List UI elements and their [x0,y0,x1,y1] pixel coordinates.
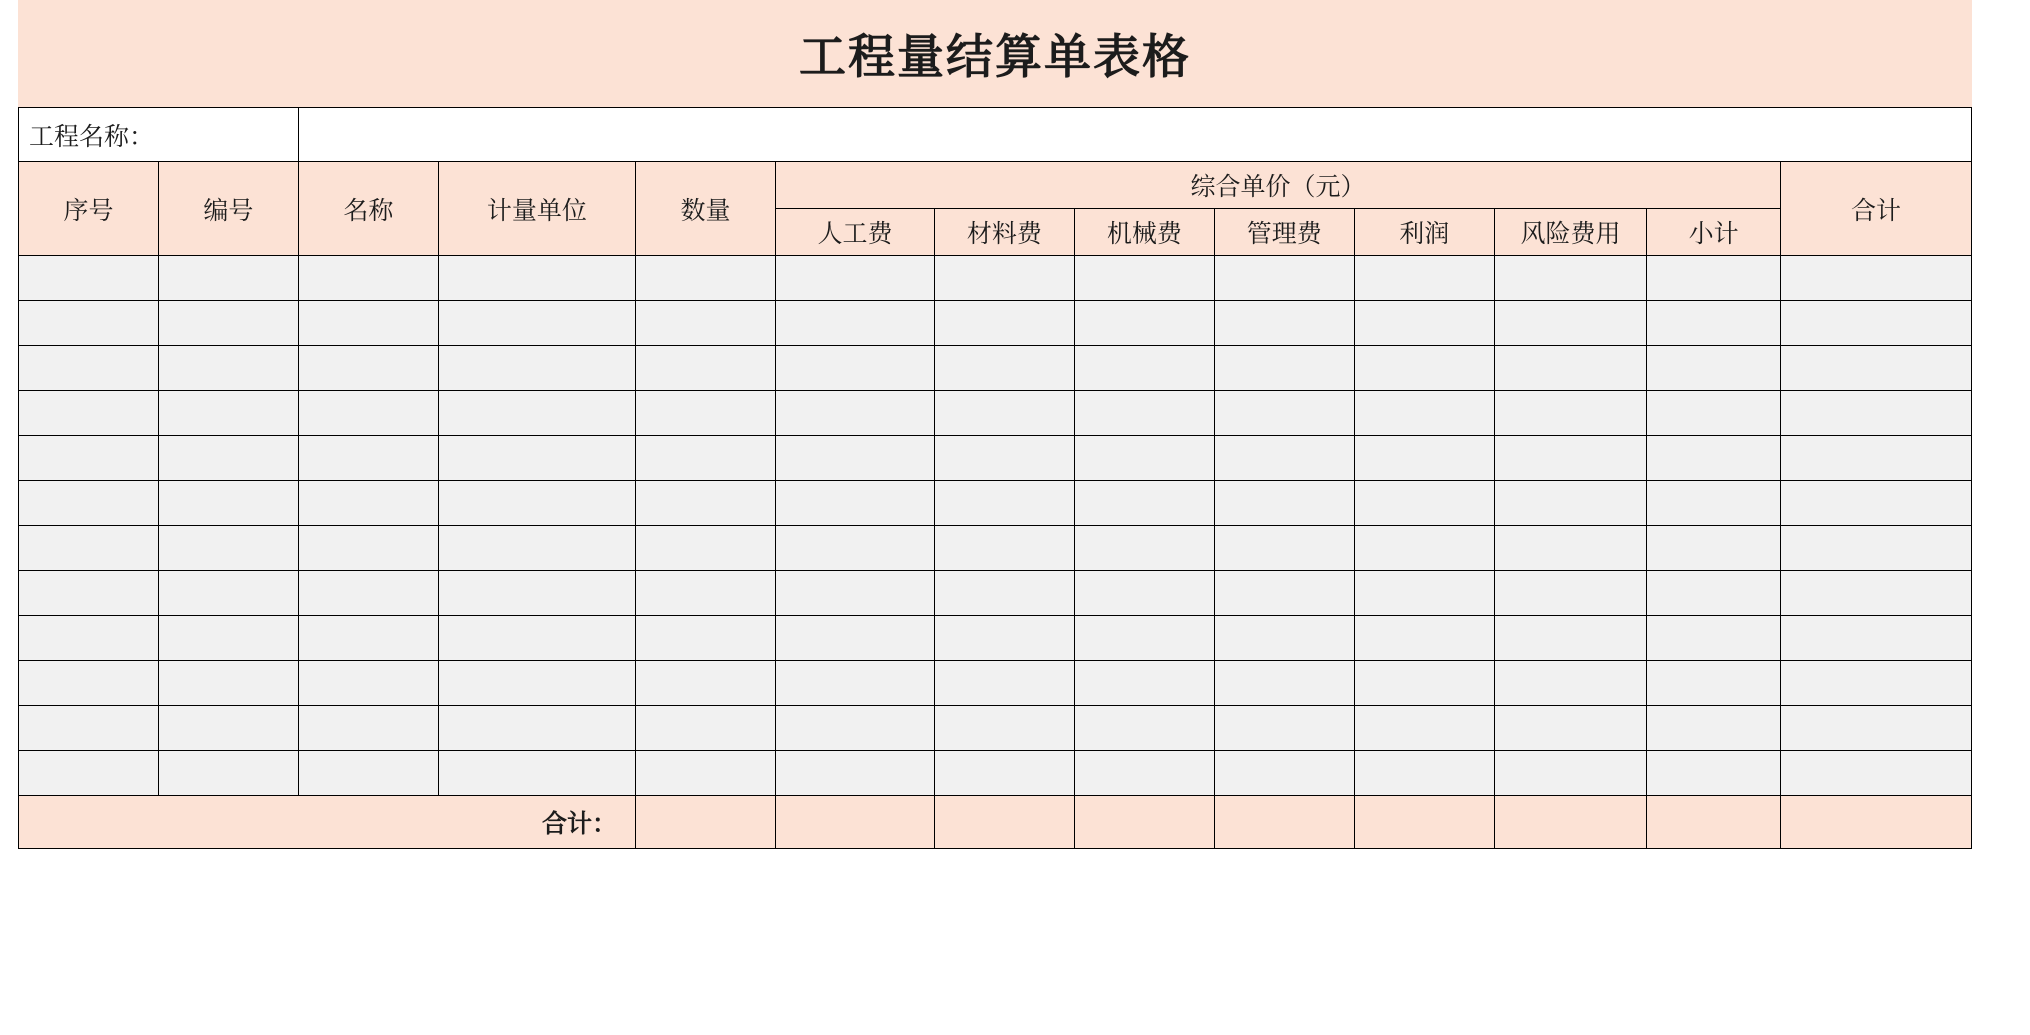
cell-unit[interactable] [438,346,635,391]
cell-profit[interactable] [1354,706,1494,751]
header-unit: 计量单位 [438,162,635,256]
cell-profit[interactable] [1354,616,1494,661]
cell-quantity[interactable] [636,706,776,751]
cell-code[interactable] [158,526,298,571]
cell-subtotal[interactable] [1647,481,1781,526]
cell-profit[interactable] [1354,436,1494,481]
worksheet [18,0,1972,849]
cell-labor[interactable] [775,751,934,796]
project-name-row [19,108,1972,162]
cell-risk[interactable] [1494,391,1647,436]
cell-material[interactable] [934,391,1074,436]
total-cell-profit[interactable] [1354,796,1494,849]
cell-code[interactable] [158,616,298,661]
cell-unit[interactable] [438,751,635,796]
cell-seq[interactable] [19,391,159,436]
table-row [19,526,1972,571]
cell-profit[interactable] [1354,391,1494,436]
cell-profit[interactable] [1354,301,1494,346]
cell-subtotal[interactable] [1647,391,1781,436]
document-title-band [18,0,1972,107]
cell-seq[interactable] [19,661,159,706]
cell-labor[interactable] [775,571,934,616]
cell-name[interactable] [298,661,438,706]
cell-total[interactable] [1780,661,1971,706]
cell-code[interactable] [158,751,298,796]
cell-management[interactable] [1214,526,1354,571]
cell-management[interactable] [1214,616,1354,661]
cell-total[interactable] [1780,346,1971,391]
cell-total[interactable] [1780,751,1971,796]
cell-unit[interactable] [438,616,635,661]
cell-quantity[interactable] [636,346,776,391]
cell-seq[interactable] [19,346,159,391]
table-row [19,616,1972,661]
cell-risk[interactable] [1494,301,1647,346]
cell-name[interactable] [298,751,438,796]
cell-seq[interactable] [19,751,159,796]
cell-seq[interactable] [19,436,159,481]
cell-seq[interactable] [19,616,159,661]
cell-management[interactable] [1214,391,1354,436]
cell-subtotal[interactable] [1647,706,1781,751]
page-title: 工程量结算单表格 [799,30,1191,85]
total-row [19,796,1972,849]
cell-management[interactable] [1214,571,1354,616]
cell-unit[interactable] [438,391,635,436]
cell-material[interactable] [934,661,1074,706]
cell-labor[interactable] [775,661,934,706]
header-labor: 人工费 [775,209,934,256]
cell-quantity[interactable] [636,526,776,571]
cell-total[interactable] [1780,256,1971,301]
cell-risk[interactable] [1494,616,1647,661]
cell-management[interactable] [1214,346,1354,391]
cell-labor[interactable] [775,436,934,481]
cell-quantity[interactable] [636,391,776,436]
cell-seq[interactable] [19,571,159,616]
cell-total[interactable] [1780,616,1971,661]
cell-total[interactable] [1780,391,1971,436]
cell-management[interactable] [1214,706,1354,751]
cell-material[interactable] [934,481,1074,526]
cell-total[interactable] [1780,571,1971,616]
cell-seq[interactable] [19,301,159,346]
table-row [19,256,1972,301]
cell-code[interactable] [158,436,298,481]
cell-subtotal[interactable] [1647,301,1781,346]
table-row [19,571,1972,616]
cell-total[interactable] [1780,481,1971,526]
cell-name[interactable] [298,706,438,751]
table-row [19,751,1972,796]
cell-management[interactable] [1214,256,1354,301]
total-cell-material[interactable] [934,796,1074,849]
header-seq: 序号 [19,162,159,256]
total-cell-management[interactable] [1214,796,1354,849]
cell-labor[interactable] [775,616,934,661]
cell-management[interactable] [1214,301,1354,346]
cell-name[interactable] [298,616,438,661]
cell-profit[interactable] [1354,481,1494,526]
header-subtotal: 小计 [1647,209,1781,256]
header-risk: 风险费用 [1494,209,1647,256]
cell-machinery[interactable] [1074,301,1214,346]
header-code: 编号 [158,162,298,256]
cell-machinery[interactable] [1074,706,1214,751]
total-cell-machinery[interactable] [1074,796,1214,849]
cell-quantity[interactable] [636,616,776,661]
total-row-label: 合计： [19,796,636,849]
cell-seq[interactable] [19,526,159,571]
cell-total[interactable] [1780,436,1971,481]
cell-subtotal[interactable] [1647,751,1781,796]
cell-risk[interactable] [1494,751,1647,796]
table-row [19,436,1972,481]
cell-material[interactable] [934,706,1074,751]
cell-quantity[interactable] [636,751,776,796]
cell-labor[interactable] [775,301,934,346]
total-cell-quantity[interactable] [636,796,776,849]
cell-subtotal[interactable] [1647,256,1781,301]
project-name-label: 工程名称： [19,108,299,162]
cell-quantity[interactable] [636,571,776,616]
table-body [19,256,1972,796]
cell-material[interactable] [934,571,1074,616]
cell-labor[interactable] [775,481,934,526]
cell-code[interactable] [158,256,298,301]
cell-name[interactable] [298,436,438,481]
cell-total[interactable] [1780,526,1971,571]
cell-material[interactable] [934,616,1074,661]
cell-subtotal[interactable] [1647,661,1781,706]
cell-unit[interactable] [438,571,635,616]
cell-code[interactable] [158,346,298,391]
cell-quantity[interactable] [636,661,776,706]
header-profit: 利润 [1354,209,1494,256]
settlement-table [18,107,1972,849]
cell-material[interactable] [934,436,1074,481]
cell-management[interactable] [1214,481,1354,526]
cell-subtotal[interactable] [1647,346,1781,391]
cell-name[interactable] [298,481,438,526]
cell-quantity[interactable] [636,436,776,481]
cell-machinery[interactable] [1074,751,1214,796]
cell-machinery[interactable] [1074,346,1214,391]
cell-labor[interactable] [775,256,934,301]
header-name: 名称 [298,162,438,256]
cell-risk[interactable] [1494,346,1647,391]
cell-total[interactable] [1780,301,1971,346]
cell-name[interactable] [298,571,438,616]
cell-code[interactable] [158,706,298,751]
header-unit-price-group: 综合单价（元） [775,162,1780,209]
cell-seq[interactable] [19,256,159,301]
cell-labor[interactable] [775,391,934,436]
cell-code[interactable] [158,391,298,436]
header-material: 材料费 [934,209,1074,256]
header-quantity: 数量 [636,162,776,256]
cell-unit[interactable] [438,526,635,571]
cell-risk[interactable] [1494,256,1647,301]
cell-management[interactable] [1214,661,1354,706]
cell-unit[interactable] [438,256,635,301]
cell-code[interactable] [158,661,298,706]
cell-risk[interactable] [1494,481,1647,526]
cell-code[interactable] [158,571,298,616]
cell-profit[interactable] [1354,661,1494,706]
cell-unit[interactable] [438,301,635,346]
cell-unit[interactable] [438,706,635,751]
header-machinery: 机械费 [1074,209,1214,256]
cell-risk[interactable] [1494,661,1647,706]
cell-total[interactable] [1780,706,1971,751]
cell-seq[interactable] [19,706,159,751]
cell-quantity[interactable] [636,256,776,301]
table-row [19,481,1972,526]
cell-profit[interactable] [1354,526,1494,571]
header-total: 合计 [1780,162,1971,256]
cell-subtotal[interactable] [1647,616,1781,661]
total-cell-labor[interactable] [775,796,934,849]
cell-machinery[interactable] [1074,571,1214,616]
header-management: 管理费 [1214,209,1354,256]
cell-material[interactable] [934,301,1074,346]
cell-name[interactable] [298,391,438,436]
cell-management[interactable] [1214,751,1354,796]
cell-subtotal[interactable] [1647,526,1781,571]
cell-machinery[interactable] [1074,256,1214,301]
table-row [19,391,1972,436]
cell-unit[interactable] [438,481,635,526]
cell-machinery[interactable] [1074,616,1214,661]
cell-profit[interactable] [1354,751,1494,796]
cell-machinery[interactable] [1074,661,1214,706]
cell-quantity[interactable] [636,481,776,526]
cell-risk[interactable] [1494,526,1647,571]
cell-material[interactable] [934,256,1074,301]
total-cell-risk[interactable] [1494,796,1647,849]
table-row [19,301,1972,346]
table-row [19,346,1972,391]
cell-unit[interactable] [438,661,635,706]
cell-subtotal[interactable] [1647,571,1781,616]
cell-quantity[interactable] [636,301,776,346]
cell-code[interactable] [158,301,298,346]
cell-machinery[interactable] [1074,391,1214,436]
total-cell-subtotal[interactable] [1647,796,1781,849]
cell-material[interactable] [934,526,1074,571]
project-name-input[interactable] [298,108,1971,162]
cell-name[interactable] [298,346,438,391]
cell-risk[interactable] [1494,571,1647,616]
cell-machinery[interactable] [1074,436,1214,481]
cell-subtotal[interactable] [1647,436,1781,481]
cell-management[interactable] [1214,436,1354,481]
cell-material[interactable] [934,751,1074,796]
cell-name[interactable] [298,526,438,571]
cell-risk[interactable] [1494,706,1647,751]
cell-machinery[interactable] [1074,481,1214,526]
cell-labor[interactable] [775,526,934,571]
cell-name[interactable] [298,256,438,301]
cell-material[interactable] [934,346,1074,391]
header-row-1 [19,162,1972,209]
cell-unit[interactable] [438,436,635,481]
cell-seq[interactable] [19,481,159,526]
cell-labor[interactable] [775,346,934,391]
cell-labor[interactable] [775,706,934,751]
cell-machinery[interactable] [1074,526,1214,571]
cell-risk[interactable] [1494,436,1647,481]
cell-profit[interactable] [1354,256,1494,301]
table-row [19,706,1972,751]
cell-name[interactable] [298,301,438,346]
total-cell-total[interactable] [1780,796,1971,849]
cell-profit[interactable] [1354,571,1494,616]
table-row [19,661,1972,706]
cell-profit[interactable] [1354,346,1494,391]
cell-code[interactable] [158,481,298,526]
